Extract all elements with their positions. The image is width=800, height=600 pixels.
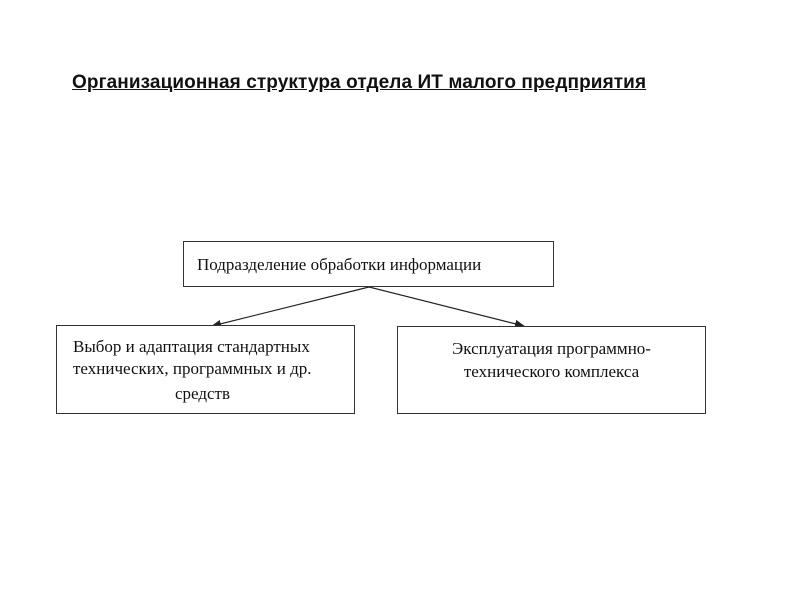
- arrow-to-right-unit: [369, 287, 524, 326]
- root-unit-label: Подразделение обработки информации: [197, 255, 482, 274]
- child-unit-label-line: Эксплуатация программно-: [452, 339, 651, 358]
- child-unit-label-line: технического комплекса: [463, 362, 640, 381]
- arrow-to-left-unit: [212, 287, 369, 326]
- child-unit-label-line: технических, программных и др.: [73, 359, 312, 378]
- child-unit-box-selection: [56, 325, 355, 414]
- child-unit-label-line: Выбор и адаптация стандартных: [73, 337, 310, 356]
- child-unit-box-operation: [397, 326, 706, 414]
- child-unit-label-line: средств: [175, 384, 231, 403]
- root-unit-box: [183, 241, 554, 287]
- diagram-title: Организационная структура отдела ИТ малого предприятия: [72, 72, 647, 93]
